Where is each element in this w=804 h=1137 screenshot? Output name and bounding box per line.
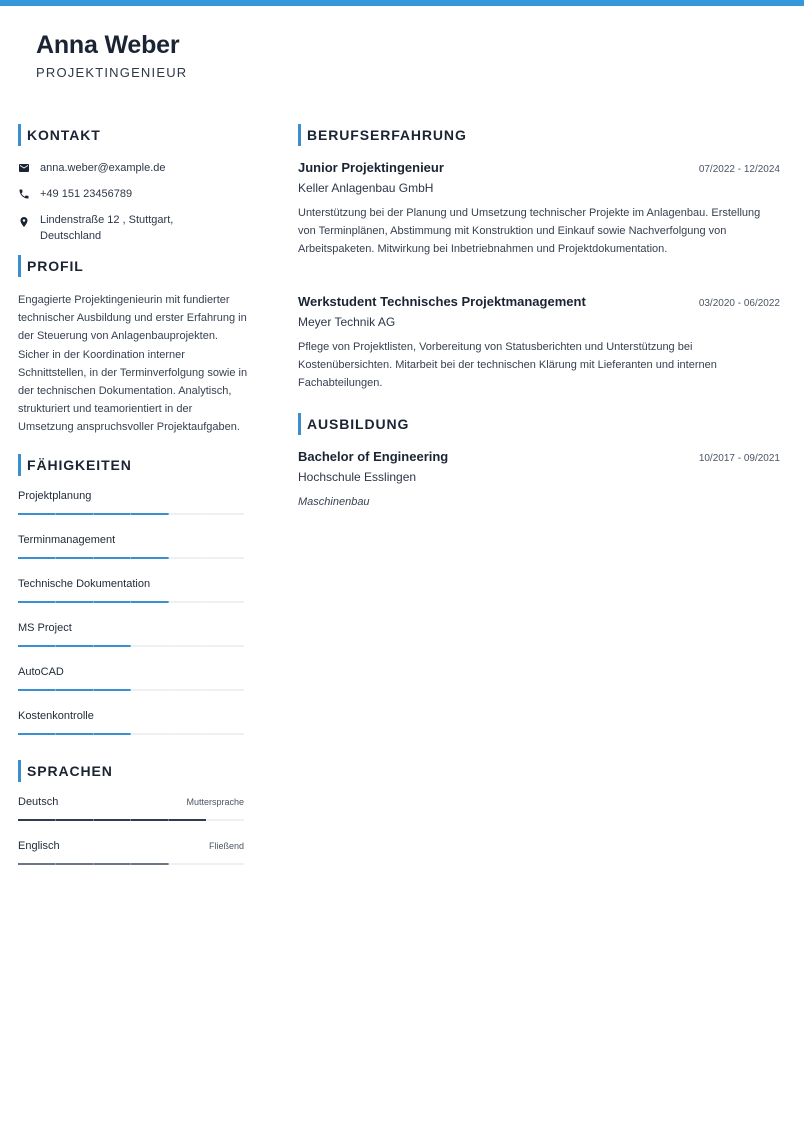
address-text: Lindenstraße 12 , Stuttgart, Deutschland: [40, 214, 174, 242]
envelope-icon: [18, 160, 40, 174]
skill-item: [18, 532, 244, 576]
skill-level-bar: [18, 513, 244, 515]
language-level: Muttersprache: [186, 796, 244, 807]
language-level: Fließend: [208, 840, 244, 851]
job-description: Unterstützung bei der Planung und Umsetzung technischer Projekte im Anlagenbau. Erstellung von Terminplänen, Abstimmung mit Konstruktion und Einkauf sowie Nachverfolgung von Arbeitspaketen. Mitwirkung bei Inbetriebnahmen und Projektdokumentation.: [298, 207, 761, 255]
skill-item: [18, 576, 244, 620]
skill-label: AutoCAD: [18, 665, 64, 678]
left-column: [18, 124, 248, 882]
skill-level-bar: [18, 557, 244, 559]
language-label: Deutsch: [18, 795, 59, 808]
languages-section: [18, 760, 244, 882]
position-title: Junior Projektingenieur: [298, 160, 444, 175]
language-item: [18, 794, 244, 838]
job-title: PROJEKTINGENIEUR: [36, 65, 188, 80]
contact-address: [18, 212, 244, 244]
school-name: Hochschule Esslingen: [298, 470, 417, 484]
position-title: Werkstudent Technisches Projektmanagement: [298, 294, 586, 309]
company-name: Keller Anlagenbau GmbH: [298, 181, 434, 195]
skill-item: [18, 620, 244, 664]
skill-label: MS Project: [18, 621, 72, 634]
location-pin-icon: [18, 212, 40, 228]
skill-label: Terminmanagement: [18, 533, 116, 546]
profile-section: [18, 255, 248, 437]
contact-email[interactable]: [18, 160, 244, 176]
section-heading-profile: PROFIL: [18, 255, 244, 277]
section-heading-experience: BERUFSERFAHRUNG: [298, 124, 780, 146]
date-range: 03/2020 - 06/2022: [698, 298, 780, 309]
person-name: Anna Weber: [36, 31, 180, 59]
skill-level-bar: [18, 645, 244, 647]
contact-section: [18, 124, 244, 244]
date-range: 07/2022 - 12/2024: [698, 164, 780, 175]
skill-label: Projektplanung: [18, 489, 92, 502]
job-description: Pflege von Projektlisten, Vorbereitung von Statusberichten und Unterstützung bei Kostenübersichten. Mitarbeit bei der technischen Klärung mit Lieferanten und internen Fachabteilungen.: [298, 341, 717, 389]
phone-icon: [18, 186, 40, 200]
phone-text: +49 151 23456789: [40, 188, 133, 200]
profile-summary: Engagierte Projektingenieurin mit fundierter technischer Ausbildung und erster Erfahrung in der Steuerung von Anlagenbauprojekten. Sicher in der Koordination interner Schnittstellen, in der Terminverfolgung sowie in der technischen Dokumentation. Analytisch, strukturiert und teamorientiert in der Umsetzung anspruchsvoller Projektaufgaben.: [18, 294, 248, 434]
skill-item: [18, 664, 244, 708]
education-entry: [298, 449, 780, 508]
date-range: 10/2017 - 09/2021: [698, 453, 780, 464]
section-heading-education: AUSBILDUNG: [298, 413, 780, 435]
email-text: anna.weber@example.de: [40, 162, 166, 174]
skills-section: [18, 454, 244, 752]
education-section: [298, 413, 780, 508]
skill-label: Kostenkontrolle: [18, 709, 94, 722]
degree-title: Bachelor of Engineering: [298, 449, 449, 464]
skill-level-bar: [18, 733, 244, 735]
experience-section: [298, 124, 780, 392]
section-heading-skills: FÄHIGKEITEN: [18, 454, 244, 476]
skill-item: [18, 708, 244, 752]
skill-level-bar: [18, 601, 244, 603]
top-accent-bar: [0, 0, 804, 6]
resume-header: [36, 30, 187, 80]
experience-entry: [298, 160, 780, 258]
language-level-bar: [18, 863, 244, 865]
contact-phone[interactable]: [18, 186, 244, 202]
language-label: Englisch: [18, 839, 60, 852]
skill-label: Technische Dokumentation: [18, 577, 151, 590]
skill-level-bar: [18, 689, 244, 691]
right-column: [298, 124, 780, 508]
language-item: [18, 838, 244, 882]
experience-entry: [298, 294, 780, 392]
skill-item: [18, 488, 244, 532]
section-heading-languages: SPRACHEN: [18, 760, 244, 782]
field-of-study: Maschinenbau: [298, 496, 370, 508]
section-heading-contact: KONTAKT: [18, 124, 244, 146]
language-level-bar: [18, 819, 244, 821]
company-name: Meyer Technik AG: [298, 315, 396, 329]
